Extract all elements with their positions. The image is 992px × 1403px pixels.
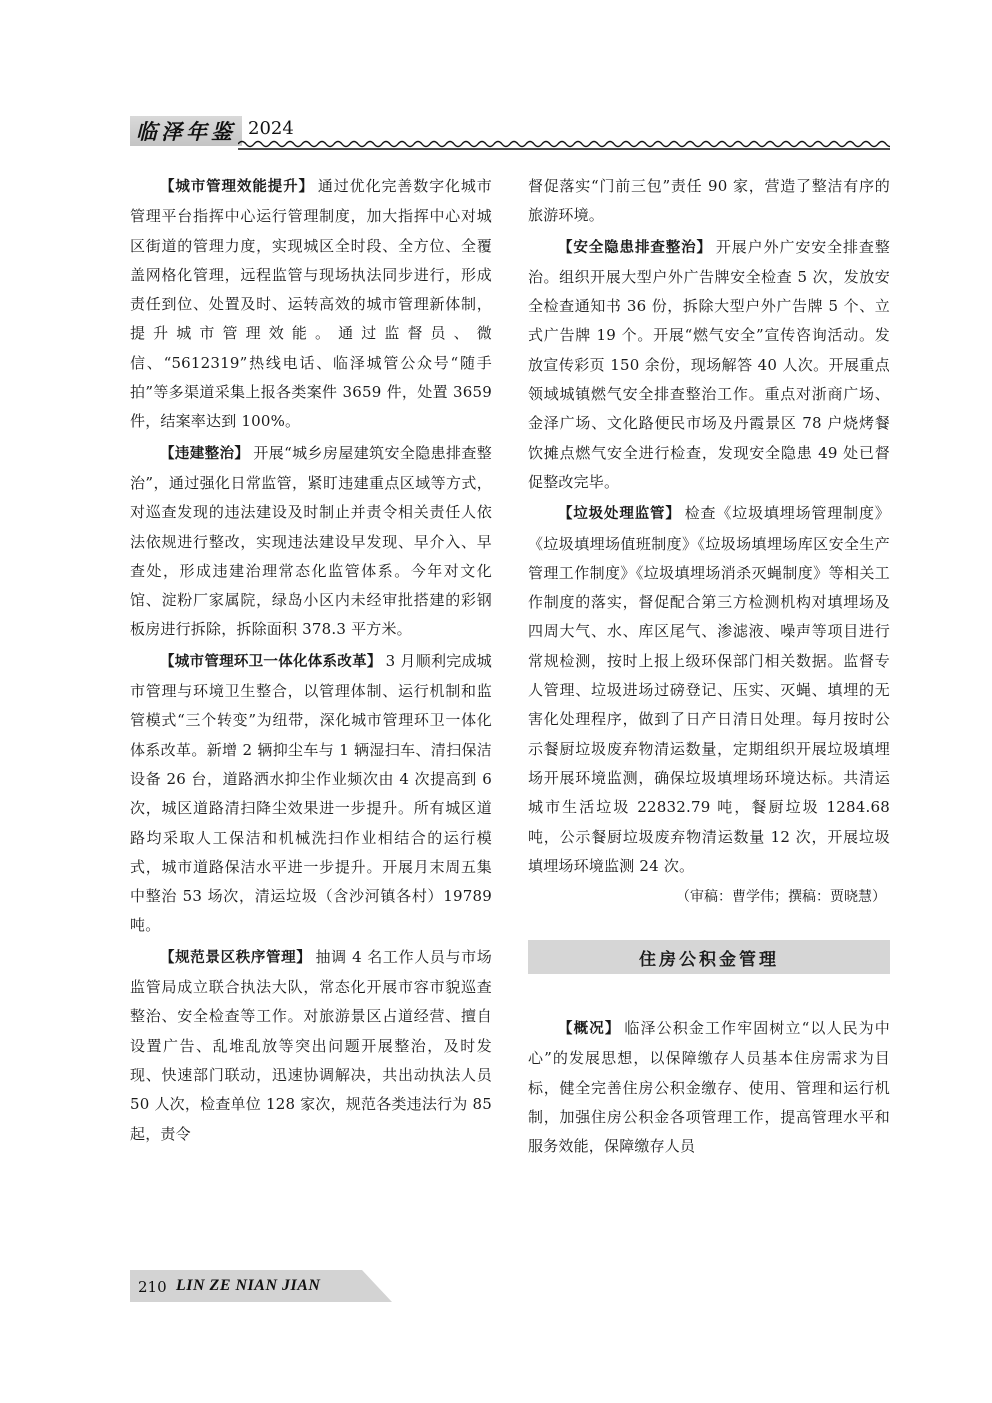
page-footer — [130, 1270, 400, 1306]
review-credit: （审稿：曹学伟；撰稿：贾晓慧） — [676, 889, 886, 906]
article-paragraph — [130, 439, 492, 645]
page-number: 210 — [138, 1278, 167, 1296]
section-tag: 【概况】 — [558, 1021, 621, 1038]
article-paragraph — [130, 172, 492, 437]
page-header — [130, 112, 890, 152]
yearbook-logo: 临泽年鉴 — [130, 116, 242, 146]
paragraph-text: 3 月顺利完成城市管理与环境卫生整合，以管理体制、运行机制和监管模式“三个转变”为纽带，深化城市管理环卫一体化体系改革。新增 2 辆抑尘车与 1 辆湿扫车、清扫保洁设备 26 台，道路洒水抑尘作业频次由 4 次提高到 6 次，城区道路清扫降尘效果进一步提升。所有城区道路均采取人工保洁和机械洗扫作业相结合的运行模式，城市道路保洁水平进一步提升。开展月末周五集中整治 53 场次，清运垃圾（含沙河镇各村）19789 吨。 — [130, 651, 493, 935]
right-column — [528, 172, 890, 1164]
section-tag: 【安全隐患排查整治】 — [558, 239, 712, 256]
article-paragraph — [130, 647, 492, 941]
wavy-divider — [238, 136, 890, 152]
article-paragraph — [528, 1014, 890, 1161]
paragraph-text: 通过优化完善数字化城市管理平台指挥中心运行管理制度，加大指挥中心对城区街道的管理力度，实现城区全时段、全方位、全覆盖网格化管理，远程监管与现场执法同步进行，形成责任到位、处置及时、运转高效的城市管理新体制，提升城市管理效能。通过监督员、微信、“5612319”热线电话、临泽城管公众号“随手拍”等多渠道采集上报各类案件 3659 件，处置 3659 件，结案率达到 100%。 — [130, 177, 493, 431]
section-heading: 住房公积金管理 — [528, 940, 890, 974]
left-column — [130, 172, 492, 1151]
section-tag: 【垃圾处理监管】 — [558, 506, 681, 523]
paragraph-text: 开展“城乡房屋建筑安全隐患排查整治”，通过强化日常监管，紧盯违建重点区域等方式，对巡查发现的违法建设及时制止并责令相关责任人依法依规进行整改，实现违法建设早发现、早介入、早查处，形成违建治理常态化监管体系。今年对文化馆、淀粉厂家属院，绿岛小区内未经审批搭建的彩钢板房进行拆除，拆除面积 378.3 平方米。 — [130, 443, 492, 639]
article-paragraph — [528, 499, 890, 881]
section-tag: 【城市管理环卫一体化体系改革】 — [160, 653, 382, 670]
header-year: 2024 — [248, 118, 294, 139]
footer-title: LIN ZE NIAN JIAN — [176, 1277, 321, 1294]
paragraph-text: 检查《垃圾填埋场管理制度》《垃圾填埋场值班制度》《垃圾场填埋场库区安全生产管理工作制度》《垃圾填埋场消杀灭蝇制度》等相关工作制度的落实，督促配合第三方检测机构对填埋场及四周大气、水、库区尾气、渗滤液、噪声等项目进行常规检测，按时上报上级环保部门相关数据。监督专人管理、垃圾进场过磅登记、压实、灭蝇、填埋的无害化处理程序，做到了日产日清日处理。每月按时公示餐厨垃圾废弃物清运数量，定期组织开展垃圾填埋场开展环境监测，确保垃圾填埋场环境达标。共清运城市生活垃圾 22832.79 吨，餐厨垃圾 1284.68 吨，公示餐厨垃圾废弃物清运数量 12 次，开展垃圾填埋场环境监测 24 次。 — [528, 504, 890, 875]
article-paragraph — [528, 233, 890, 498]
paragraph-text: 开展户外广安安全排查整治。组织开展大型户外广告牌安全检查 5 次，发放安全检查通知书 36 份，拆除大型户外广告牌 5 个、立式广告牌 19 个。开展“燃气安全”宣传咨询活动。发放宣传彩页 150 余份，现场解答 40 人次。开展重点领域城镇燃气安全排查整治工作。重点对浙商广场、金泽广场、文化路便民市场及丹霞景区 78 户烧烤餐饮摊点燃气安全进行检查，发现安全隐患 49 处已督促整改完毕。 — [528, 237, 891, 491]
section-tag: 【违建整治】 — [160, 445, 250, 462]
paragraph-text: 抽调 4 名工作人员与市场监管局成立联合执法大队，常态化开展市容市貌巡查整治、安全检查等工作。对旅游景区占道经营、擅自设置广告、乱堆乱放等突出问题开展整治，及时发现、快速部门联动，迅速协调解决，共出动执法人员 50 人次，检查单位 128 家次，规范各类违法行为 85 起，责令 — [130, 947, 492, 1143]
continued-paragraph: 督促落实“门前三包”责任 90 家，营造了整洁有序的旅游环境。 — [528, 177, 890, 225]
paragraph-text: 临泽公积金工作牢固树立“以人民为中心”的发展思想，以保障缴存人员基本住房需求为目标，健全完善住房公积金缴存、使用、管理和运行机制，加强住房公积金各项管理工作，提高管理水平和服务效能，保障缴存人员 — [528, 1019, 890, 1156]
article-paragraph — [130, 943, 492, 1149]
section-tag: 【规范景区秩序管理】 — [160, 949, 312, 966]
section-tag: 【城市管理效能提升】 — [160, 179, 314, 195]
